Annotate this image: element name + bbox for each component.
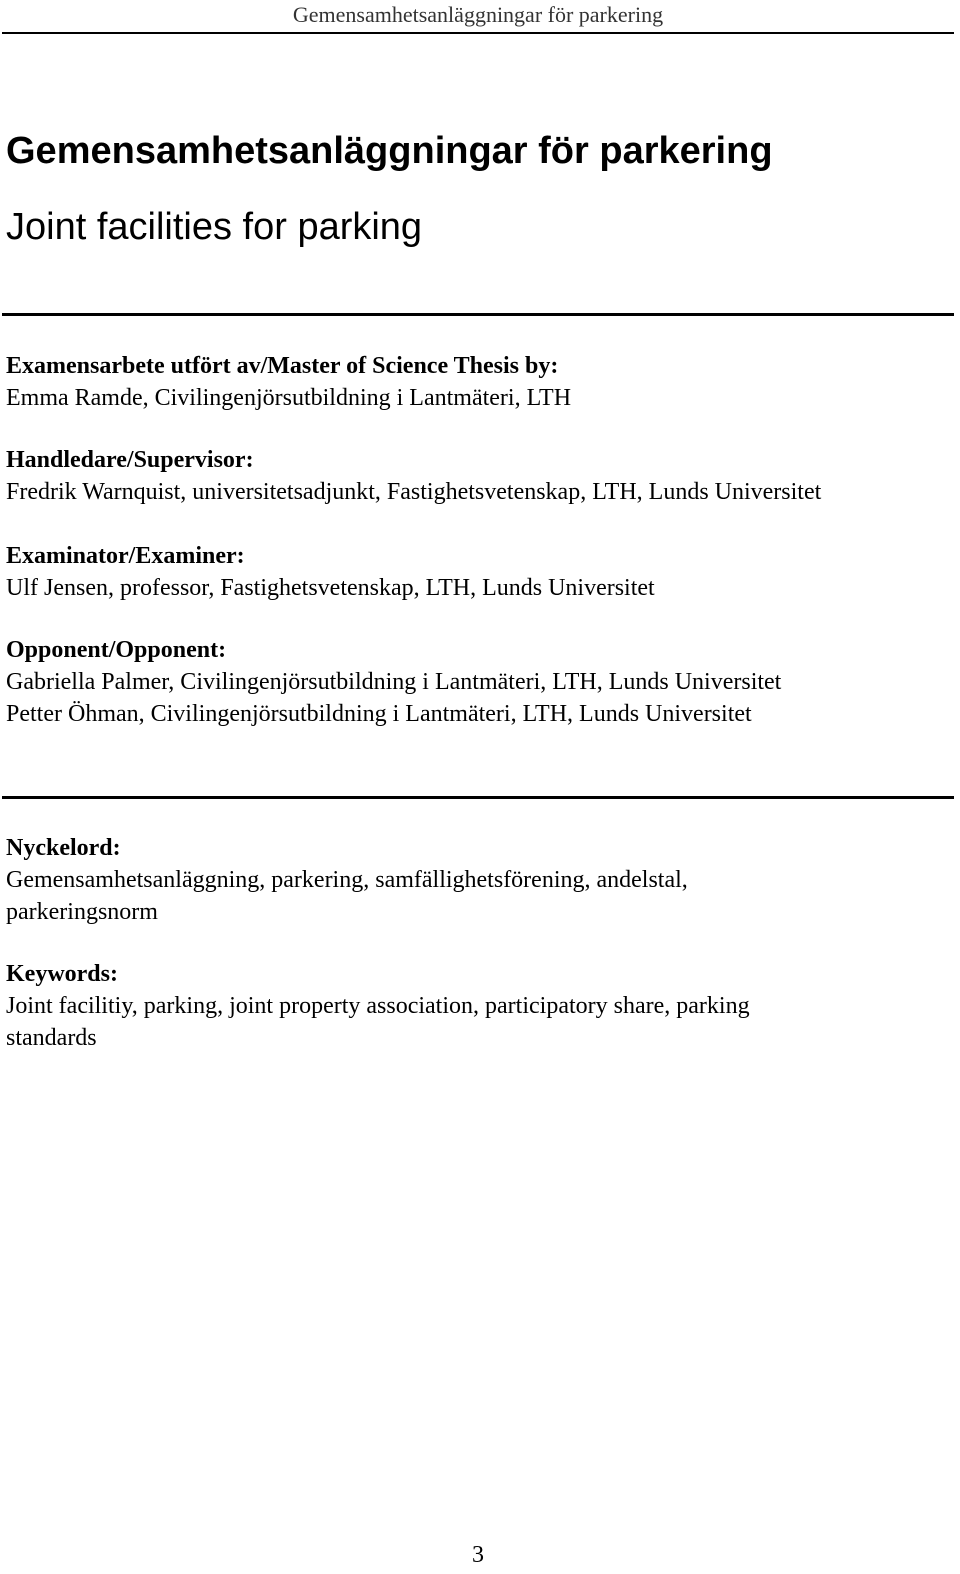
section-divider-bottom bbox=[2, 796, 954, 799]
opponent-section bbox=[6, 634, 946, 730]
keywords-section bbox=[6, 958, 946, 1054]
keywords-line-1: Joint facilitiy, parking, joint property association, participatory share, parking bbox=[6, 993, 750, 1019]
header-divider bbox=[2, 32, 954, 34]
keywords-line-2: standards bbox=[6, 1025, 97, 1051]
examiner-section bbox=[6, 540, 946, 604]
examiner-line: Ulf Jensen, professor, Fastighetsvetenskap, LTH, Lunds Universitet bbox=[6, 575, 655, 601]
supervisor-label: Handledare/Supervisor: bbox=[6, 447, 254, 473]
author-label: Examensarbete utfört av/Master of Science Thesis by: bbox=[6, 353, 559, 379]
nyckelord-line-2: parkeringsnorm bbox=[6, 899, 158, 925]
examiner-label: Examinator/Examiner: bbox=[6, 543, 245, 569]
nyckelord-line-1: Gemensamhetsanläggning, parkering, samfällighetsförening, andelstal, bbox=[6, 867, 688, 893]
supervisor-section bbox=[6, 444, 946, 508]
thesis-subtitle: Joint facilities for parking bbox=[6, 206, 423, 248]
opponent-label: Opponent/Opponent: bbox=[6, 637, 227, 663]
nyckelord-label: Nyckelord: bbox=[6, 835, 121, 861]
supervisor-line: Fredrik Warnquist, universitetsadjunkt, Fastighetsvetenskap, LTH, Lunds Universitet bbox=[6, 479, 822, 505]
keywords-label: Keywords: bbox=[6, 961, 118, 987]
running-header: Gemensamhetsanläggningar för parkering bbox=[292, 2, 664, 27]
page-number: 3 bbox=[472, 1542, 484, 1568]
thesis-title: Gemensamhetsanläggningar för parkering bbox=[6, 130, 773, 172]
author-section bbox=[6, 350, 946, 414]
nyckelord-section bbox=[6, 832, 946, 928]
section-divider-top bbox=[2, 313, 954, 316]
author-line: Emma Ramde, Civilingenjörsutbildning i Lantmäteri, LTH bbox=[6, 385, 572, 411]
opponent-line-2: Petter Öhman, Civilingenjörsutbildning i Lantmäteri, LTH, Lunds Universitet bbox=[6, 701, 752, 727]
opponent-line-1: Gabriella Palmer, Civilingenjörsutbildning i Lantmäteri, LTH, Lunds Universitet bbox=[6, 669, 782, 695]
